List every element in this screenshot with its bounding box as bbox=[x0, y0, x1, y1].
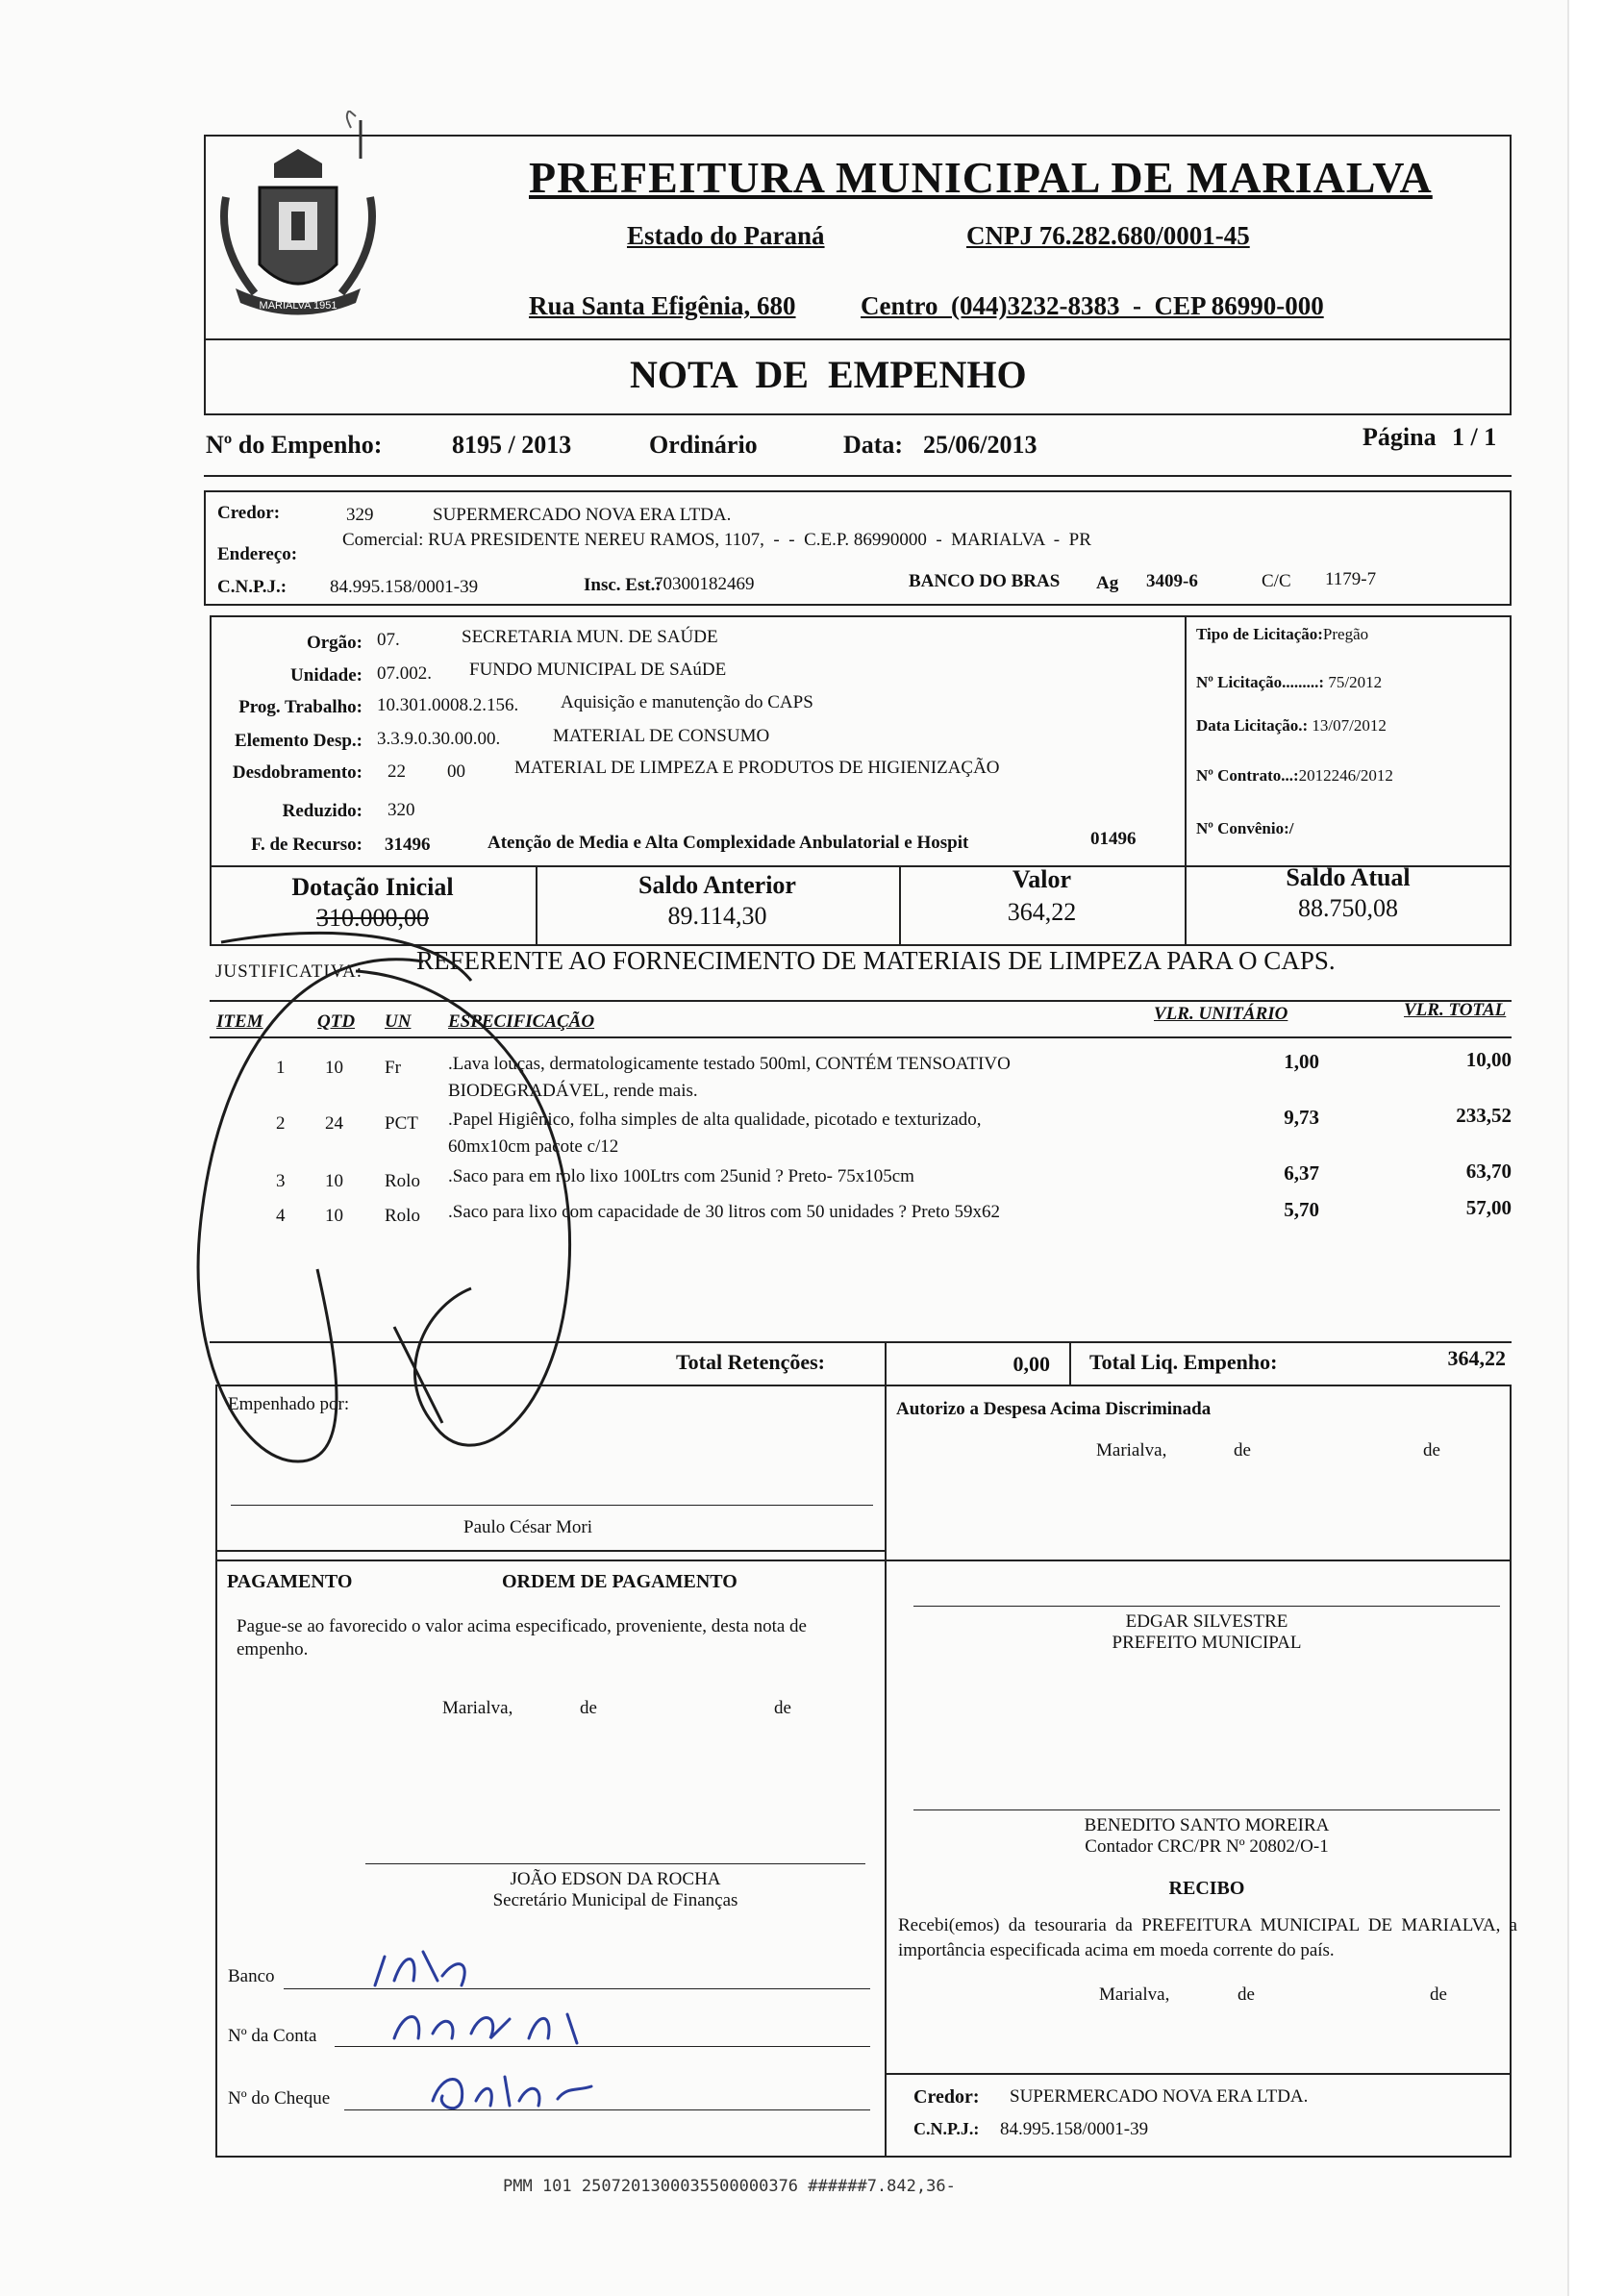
withholdings-label: Total Retenções: bbox=[676, 1350, 825, 1374]
resource-number: 01496 bbox=[1090, 829, 1137, 849]
coat-of-arms-logo bbox=[207, 111, 389, 351]
check-handwriting bbox=[423, 2062, 615, 2120]
cnpj-label: C.N.P.J.: bbox=[217, 577, 288, 597]
municipality-title: PREFEITURA MUNICIPAL DE MARIALVA bbox=[529, 153, 1433, 202]
payment-de-2: de bbox=[774, 1698, 791, 1718]
creditor-address: Comercial: RUA PRESIDENTE NEREU RAMOS, 1107, - - C.E.P. 86990000 - MARIALVA - PR bbox=[342, 530, 1091, 550]
accountant-title: Contador CRC/PR Nº 20802/O-1 bbox=[1085, 1836, 1329, 1857]
col-qty-header: QTD bbox=[317, 1011, 356, 1032]
row-total: 57,00 bbox=[1465, 1196, 1512, 1219]
row-unit-price: 6,37 bbox=[1284, 1161, 1319, 1185]
account-number: 1179-7 bbox=[1325, 569, 1377, 589]
authorization-text: Autorizo a Despesa Acima Discriminada bbox=[896, 1399, 1212, 1419]
empenho-divider bbox=[204, 475, 1512, 477]
bid-number bbox=[1196, 673, 1382, 692]
organ-code: 07. bbox=[377, 630, 400, 650]
account-handwriting bbox=[385, 2000, 596, 2058]
empenho-number-label: Nº do Empenho: bbox=[206, 431, 383, 459]
amount-label: Valor bbox=[1012, 865, 1072, 893]
program-name: Aquisição e manutenção do CAPS bbox=[561, 692, 813, 712]
row-qty: 10 bbox=[325, 1171, 343, 1191]
row-description-cont: BIODEGRADÁVEL, rende mais. bbox=[448, 1081, 698, 1101]
justification-text: REFERENTE AO FORNECIMENTO DE MATERIAIS DE LIMPEZA PARA O CAPS. bbox=[416, 946, 1336, 975]
bid-date-label: Data Licitação.: bbox=[1196, 716, 1309, 735]
reduced-label: Reduzido: bbox=[282, 801, 362, 821]
bank-handwriting bbox=[365, 1942, 577, 2000]
net-total-value: 364,22 bbox=[1447, 1346, 1506, 1370]
receipt-creditor-name: SUPERMERCADO NOVA ERA LTDA. bbox=[1010, 2086, 1309, 2107]
row-item: 2 bbox=[276, 1113, 286, 1134]
row-description: .Lava louças, dermatologicamente testado 500ml, CONTÉM TENSOATIVO bbox=[448, 1054, 1011, 1074]
element-code: 3.3.9.0.30.00.00. bbox=[377, 729, 501, 749]
row-qty: 24 bbox=[325, 1113, 343, 1134]
account-label: C/C bbox=[1262, 571, 1291, 591]
amount-value: 364,22 bbox=[1007, 898, 1077, 926]
payment-de-1: de bbox=[580, 1698, 597, 1718]
contract-value: 2012246/2012 bbox=[1298, 766, 1393, 785]
creditor-label: Credor: bbox=[217, 503, 281, 523]
payment-top-line bbox=[215, 1560, 1512, 1561]
empenho-type: Ordinário bbox=[649, 431, 758, 459]
contract-label: Nº Contrato...: bbox=[1196, 766, 1299, 785]
row-item: 3 bbox=[276, 1171, 286, 1191]
organ-label: Orgão: bbox=[306, 633, 362, 653]
row-description: .Papel Higiênico, folha simples de alta qualidade, picotado e texturizado, bbox=[448, 1110, 982, 1130]
row-unit-price: 9,73 bbox=[1284, 1106, 1319, 1129]
bid-date-value: 13/07/2012 bbox=[1312, 716, 1387, 735]
col-item-header: ITEM bbox=[216, 1011, 263, 1032]
empenhado-bottom-line bbox=[215, 1550, 885, 1552]
bank-label: Banco bbox=[228, 1966, 275, 1986]
row-total: 10,00 bbox=[1465, 1048, 1512, 1071]
row-unit: Rolo bbox=[385, 1171, 420, 1191]
receipt-creditor-label: Credor: bbox=[913, 2086, 980, 2108]
document-title: NOTA DE EMPENHO bbox=[630, 353, 1027, 396]
committed-by-name: Paulo César Mori bbox=[463, 1517, 593, 1537]
net-total-label: Total Liq. Empenho: bbox=[1089, 1350, 1278, 1374]
bank-name: BANCO DO BRAS bbox=[909, 571, 1061, 591]
row-total: 63,70 bbox=[1465, 1160, 1512, 1183]
row-unit: PCT bbox=[385, 1113, 418, 1134]
secretary-signature-line bbox=[365, 1863, 865, 1864]
bid-type bbox=[1196, 625, 1368, 644]
breakdown-name: MATERIAL DE LIMPEZA E PRODUTOS DE HIGIENIZAÇÃO bbox=[514, 758, 1000, 778]
receipt-text: Recebi(emos) da tesouraria da PREFEITURA MUNICIPAL DE MARIALVA, a importância especificada acima em moeda corrente do país. bbox=[898, 1915, 1517, 1960]
col-spec-header: ESPECIFICAÇÃO bbox=[448, 1011, 595, 1032]
row-total: 233,52 bbox=[1456, 1104, 1512, 1127]
row-qty: 10 bbox=[325, 1058, 343, 1078]
row-item: 1 bbox=[276, 1058, 286, 1078]
unit-label: Unidade: bbox=[290, 665, 362, 686]
payment-label: PAGAMENTO bbox=[227, 1571, 353, 1592]
committed-by-label: Empenhado por: bbox=[228, 1394, 350, 1414]
page-number: 1 / 1 bbox=[1452, 423, 1497, 451]
row-description: .Saco para lixo com capacidade de 30 litros com 50 unidades ? Preto 59x62 bbox=[448, 1202, 1001, 1222]
committed-signature-line bbox=[231, 1505, 873, 1506]
receipt-credor-line bbox=[885, 2073, 1512, 2075]
state-registration: 70300182469 bbox=[654, 574, 755, 594]
receipt-de-1: de bbox=[1238, 1984, 1255, 2005]
accountant-signature-line bbox=[913, 1809, 1500, 1810]
footer-barcode-text: PMM 101 2507201300035500000376 ######7.842,36- bbox=[503, 2177, 956, 2196]
resource-label: F. de Recurso: bbox=[251, 835, 362, 855]
previous-balance-label: Saldo Anterior bbox=[638, 871, 796, 899]
receipt-de-2: de bbox=[1430, 1984, 1447, 2005]
bid-date bbox=[1196, 716, 1387, 736]
authorization-de-2: de bbox=[1423, 1440, 1440, 1460]
bid-number-label: Nº Licitação.........: bbox=[1196, 673, 1325, 691]
receipt-city: Marialva, bbox=[1099, 1984, 1170, 2005]
breakdown-subcode: 00 bbox=[447, 761, 465, 782]
current-balance-value: 88.750,08 bbox=[1298, 894, 1398, 922]
accountant-name: BENEDITO SANTO MOREIRA bbox=[1084, 1815, 1330, 1835]
payment-order-text: Pague-se ao favorecido o valor acima especificado, proveniente, desta nota de empenho. bbox=[237, 1616, 807, 1660]
authorization-de-1: de bbox=[1234, 1440, 1251, 1460]
resource-code: 31496 bbox=[385, 835, 431, 855]
resource-name: Atenção de Media e Alta Complexidade Anbulatorial e Hospit bbox=[488, 833, 969, 853]
unit-code: 07.002. bbox=[377, 663, 432, 684]
page-label: Página bbox=[1362, 423, 1437, 451]
authorization-city: Marialva, bbox=[1096, 1440, 1167, 1460]
justification-label: JUSTIFICATIVA: bbox=[215, 961, 363, 982]
current-balance-label: Saldo Atual bbox=[1286, 863, 1411, 891]
creditor-name: SUPERMERCADO NOVA ERA LTDA. bbox=[433, 505, 732, 525]
bid-type-label: Tipo de Licitação: bbox=[1196, 625, 1323, 643]
row-description-cont: 60mx10cm pacote c/12 bbox=[448, 1136, 619, 1157]
col-unit-price-header: VLR. UNITÁRIO bbox=[1154, 1004, 1288, 1024]
row-unit: Rolo bbox=[385, 1206, 420, 1226]
col-unit-header: UN bbox=[385, 1011, 412, 1032]
signature-divider bbox=[885, 1385, 887, 2158]
agency-number: 3409-6 bbox=[1146, 571, 1198, 591]
agreement-label: Nº Convênio:/ bbox=[1196, 819, 1294, 837]
state-registration-label: Insc. Est.: bbox=[584, 575, 662, 595]
secretary-name: JOÃO EDSON DA ROCHA bbox=[510, 1869, 721, 1889]
row-unit-price: 1,00 bbox=[1284, 1050, 1319, 1073]
agency-label: Ag bbox=[1096, 573, 1119, 593]
program-label: Prog. Trabalho: bbox=[238, 697, 362, 717]
row-qty: 10 bbox=[325, 1206, 343, 1226]
payment-city: Marialva, bbox=[442, 1698, 513, 1718]
empenho-number: 8195 / 2013 bbox=[452, 431, 572, 459]
row-unit: Fr bbox=[385, 1058, 401, 1078]
secretary-title: Secretário Municipal de Finanças bbox=[492, 1890, 738, 1910]
check-number-label: Nº do Cheque bbox=[228, 2088, 331, 2109]
mayor-title: PREFEITO MUNICIPAL bbox=[1112, 1633, 1302, 1653]
account-number-label: Nº da Conta bbox=[228, 2026, 317, 2046]
element-label: Elemento Desp.: bbox=[235, 731, 362, 751]
header-address: Rua Santa Efigênia, 680 bbox=[529, 291, 796, 320]
state-name: Estado do Paraná bbox=[627, 221, 825, 250]
address-label: Endereço: bbox=[217, 544, 298, 564]
receipt-cnpj-label: C.N.P.J.: bbox=[913, 2119, 980, 2138]
withholdings-value: 0,00 bbox=[1012, 1352, 1050, 1376]
row-unit-price: 5,70 bbox=[1284, 1198, 1319, 1221]
element-name: MATERIAL DE CONSUMO bbox=[553, 726, 770, 746]
creditor-code: 329 bbox=[346, 505, 374, 525]
pen-loop-marks bbox=[183, 923, 615, 1500]
bid-number-value: 75/2012 bbox=[1328, 673, 1383, 691]
row-item: 4 bbox=[276, 1206, 286, 1226]
mayor-signature-line bbox=[913, 1606, 1500, 1607]
unit-name: FUNDO MUNICIPAL DE SAúDE bbox=[469, 660, 727, 680]
header-contact: Centro (044)3232-8383 - CEP 86990-000 bbox=[861, 291, 1324, 320]
empenho-date: 25/06/2013 bbox=[923, 431, 1038, 459]
initial-allocation-label: Dotação Inicial bbox=[291, 873, 454, 901]
previous-balance-value: 89.114,30 bbox=[667, 902, 767, 930]
breakdown-label: Desdobramento: bbox=[232, 762, 362, 783]
header-cnpj: CNPJ 76.282.680/0001-45 bbox=[966, 221, 1250, 250]
contract bbox=[1196, 766, 1393, 786]
bid-type-value: Pregão bbox=[1322, 625, 1369, 643]
empenho-date-label: Data: bbox=[843, 431, 904, 459]
receipt-cnpj: 84.995.158/0001-39 bbox=[1000, 2119, 1149, 2139]
program-code: 10.301.0008.2.156. bbox=[377, 695, 519, 715]
organ-name: SECRETARIA MUN. DE SAÚDE bbox=[462, 627, 718, 647]
creditor-cnpj: 84.995.158/0001-39 bbox=[330, 577, 479, 597]
row-description: .Saco para em rolo lixo 100Ltrs com 25unid ? Preto- 75x105cm bbox=[448, 1166, 914, 1186]
col-total-header: VLR. TOTAL bbox=[1404, 1000, 1507, 1020]
totals-divider-2 bbox=[1069, 1341, 1071, 1385]
payment-order-label: ORDEM DE PAGAMENTO bbox=[502, 1571, 738, 1592]
svg-text:MARIALVA 1951: MARIALVA 1951 bbox=[259, 300, 338, 312]
budget-divider bbox=[1185, 615, 1187, 867]
breakdown-code: 22 bbox=[388, 761, 406, 782]
initial-allocation-value: 310.000,00 bbox=[316, 904, 429, 932]
header-divider bbox=[204, 338, 1512, 340]
mayor-name: EDGAR SILVESTRE bbox=[1125, 1611, 1288, 1632]
reduced-code: 320 bbox=[388, 800, 415, 820]
receipt-title: RECIBO bbox=[1168, 1878, 1245, 1899]
